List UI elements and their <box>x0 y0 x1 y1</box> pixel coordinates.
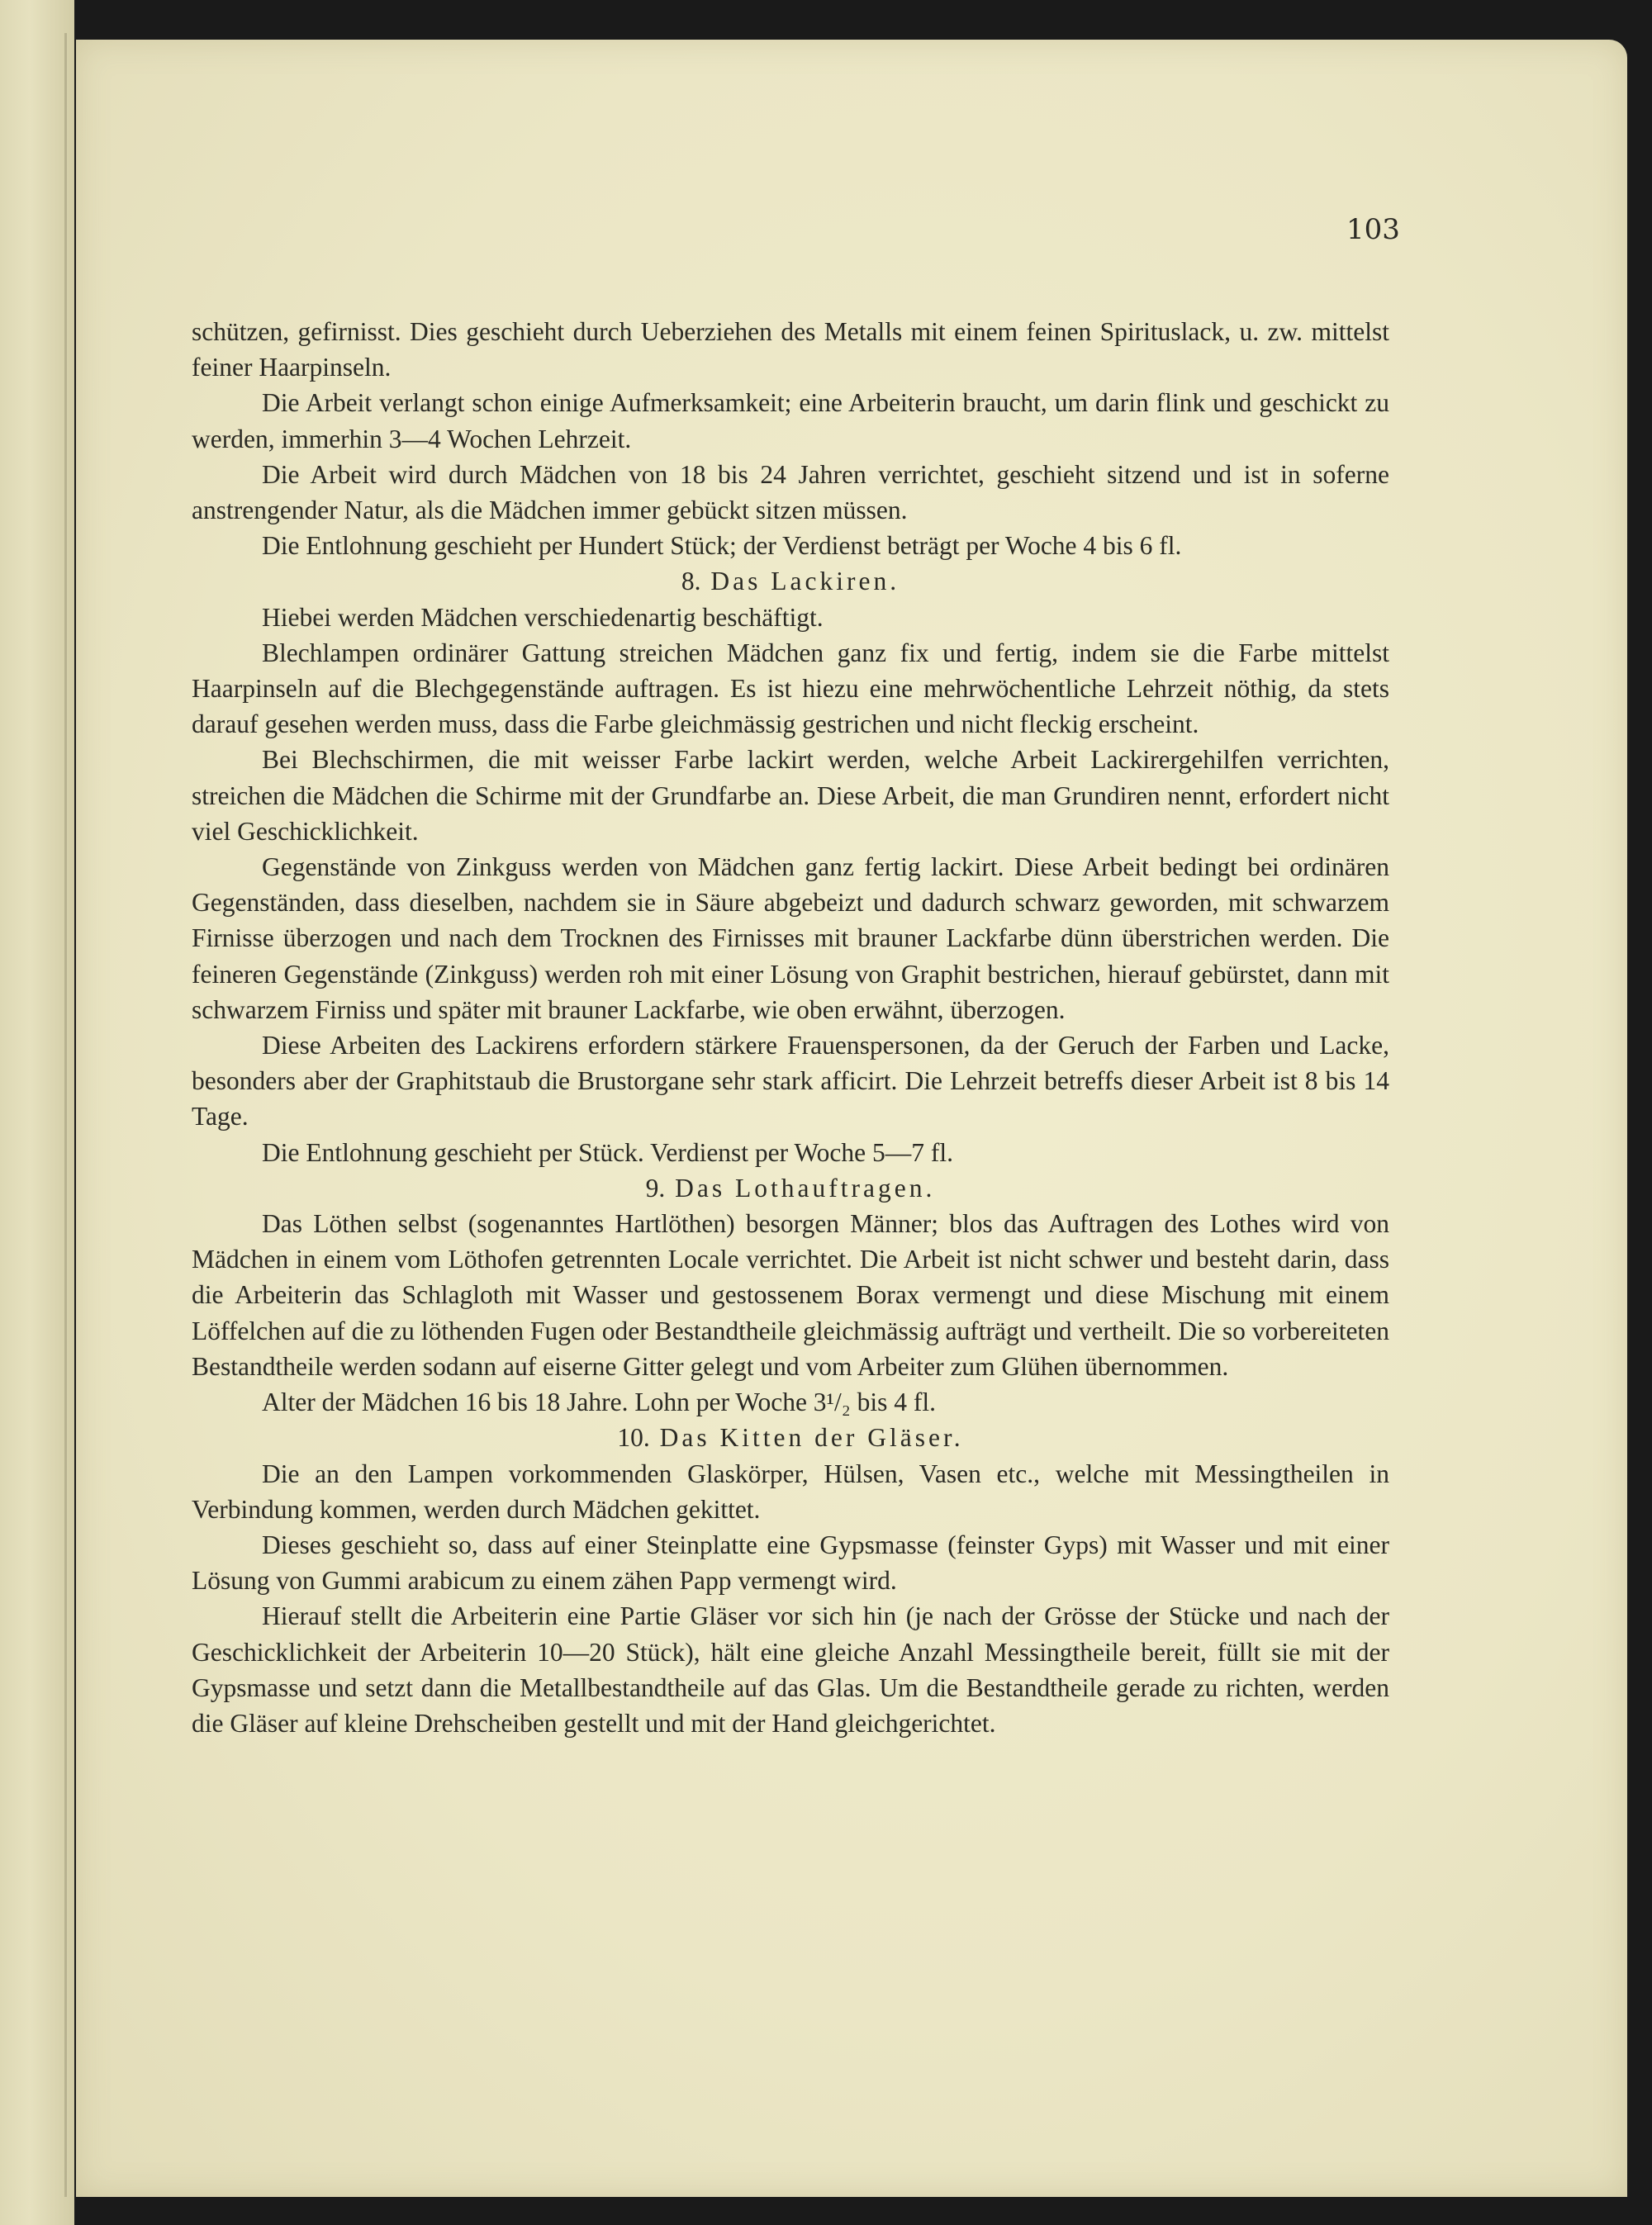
page-number: 103 <box>1346 213 1400 246</box>
section-heading-8 <box>192 563 1389 599</box>
paragraph: Gegenstände von Zinkguss werden von Mädchen ganz fertig lackirt. Diese Arbeit bedingt bei ordinären Gegenständen, dass dieselben, nachdem sie in Säure abgebeizt und dadurch schwarz geworden, mit schwarzem Firnisse überzogen und nach dem Trocknen des Firnisses mit brauner Lackfarbe dünn überstrichen werden. Die feineren Gegenstände (Zinkguss) werden roh mit einer Lösung von Graphit bestrichen, hierauf gebürstet, dann mit schwarzem Firniss und später mit brauner Lackfarbe, wie oben erwähnt, überzogen. <box>192 852 1389 1024</box>
paragraph: Die Arbeit verlangt schon einige Aufmerksamkeit; eine Arbeiterin braucht, um darin flink und geschickt zu werden, immerhin 3—4 Wochen Lehrzeit. <box>192 388 1389 453</box>
paragraph: Alter der Mädchen 16 bis 18 Jahre. Lohn per Woche 3¹/₂ bis 4 fl. <box>262 1388 936 1417</box>
section-title: Das Lothauftragen. <box>675 1173 936 1203</box>
paragraph: Die an den Lampen vorkommenden Glaskörper, Hülsen, Vasen etc., welche mit Messingtheilen in Verbindung kommen, werden durch Mädchen gekittet. <box>192 1459 1389 1524</box>
section-heading-9 <box>192 1170 1389 1206</box>
section-heading-10 <box>192 1420 1389 1455</box>
section-number: 9. <box>645 1173 666 1203</box>
section-title: Das Lackiren. <box>710 567 900 596</box>
paragraph: Bei Blechschirmen, die mit weisser Farbe lackirt werden, welche Arbeit Lackirergehilfen verrichten, streichen die Mädchen die Schirme mit der Grundfarbe an. Diese Arbeit, die man Grundiren nennt, erfordert nicht viel Geschicklichkeit. <box>192 745 1389 846</box>
paragraph: Hiebei werden Mädchen verschiedenartig beschäftigt. <box>262 602 824 632</box>
page-body <box>192 314 1389 1741</box>
paragraph: Die Arbeit wird durch Mädchen von 18 bis 24 Jahren verrichtet, geschieht sitzend und ist in soferne anstrengender Natur, als die Mädchen immer gebückt sitzen müssen. <box>192 459 1389 525</box>
section-number: 8. <box>681 567 701 596</box>
paragraph: Die Entlohnung geschieht per Hundert Stück; der Verdienst beträgt per Woche 4 bis 6 fl. <box>262 531 1182 561</box>
paragraph: Diese Arbeiten des Lackirens erfordern stärkere Frauenspersonen, da der Geruch der Farben und Lacke, besonders aber der Graphitstaub die Brustorgane sehr stark afficirt. Die Lehrzeit betreffs dieser Arbeit ist 8 bis 14 Tage. <box>192 1031 1389 1131</box>
paragraph: Die Entlohnung geschieht per Stück. Verdienst per Woche 5—7 fl. <box>262 1137 953 1167</box>
section-title: Das Kitten der Gläser. <box>659 1423 964 1453</box>
paragraph: Dieses geschieht so, dass auf einer Steinplatte eine Gypsmasse (feinster Gyps) mit Wasser und mit einer Lösung von Gummi arabicum zu einem zähen Papp vermengt wird. <box>192 1530 1389 1596</box>
paragraph: Das Löthen selbst (sogenanntes Hartlöthen) besorgen Männer; blos das Auftragen des Lothes wird von Mädchen in einem vom Löthofen getrennten Locale verrichtet. Die Arbeit ist nicht schwer und besteht darin, dass die Arbeiterin das Schlagloth mit Wasser und gestossenem Borax vermengt und diese Mischung mit einem Löffelchen auf die zu löthenden Fugen oder Bestandtheile gleichmässig aufträgt und vertheilt. Die so vorbereiteten Bestandtheile werden sodann auf eiserne Gitter gelegt und vom Arbeiter zum Glühen übernommen. <box>192 1209 1389 1381</box>
section-number: 10. <box>617 1423 650 1453</box>
binding-gutter <box>0 0 74 2225</box>
paragraph: Hierauf stellt die Arbeiterin eine Partie Gläser vor sich hin (je nach der Grösse der Stücke und nach der Geschicklichkeit der Arbeiterin 10—20 Stück), hält eine gleiche Anzahl Messingtheile bereit, füllt sie mit der Gypsmasse und setzt dann die Metallbestandtheile auf das Glas. Um die Bestandtheile gerade zu richten, werden die Gläser auf kleine Drehscheiben gestellt und mit der Hand gleichgerichtet. <box>192 1601 1389 1738</box>
binding-edge <box>64 33 67 2197</box>
paragraph: Blechlampen ordinärer Gattung streichen Mädchen ganz fix und fertig, indem sie die Farbe mittelst Haarpinseln auf die Blechgegenstände auftragen. Es ist hiezu eine mehrwöchentliche Lehrzeit nöthig, da stets darauf gesehen werden muss, dass die Farbe gleichmässig gestrichen und nicht fleckig erscheint. <box>192 638 1389 739</box>
paragraph: schützen, gefirnisst. Dies geschieht durch Ueberziehen des Metalls mit einem feinen Spirituslack, u. zw. mittelst feiner Haarpinseln. <box>192 317 1389 382</box>
